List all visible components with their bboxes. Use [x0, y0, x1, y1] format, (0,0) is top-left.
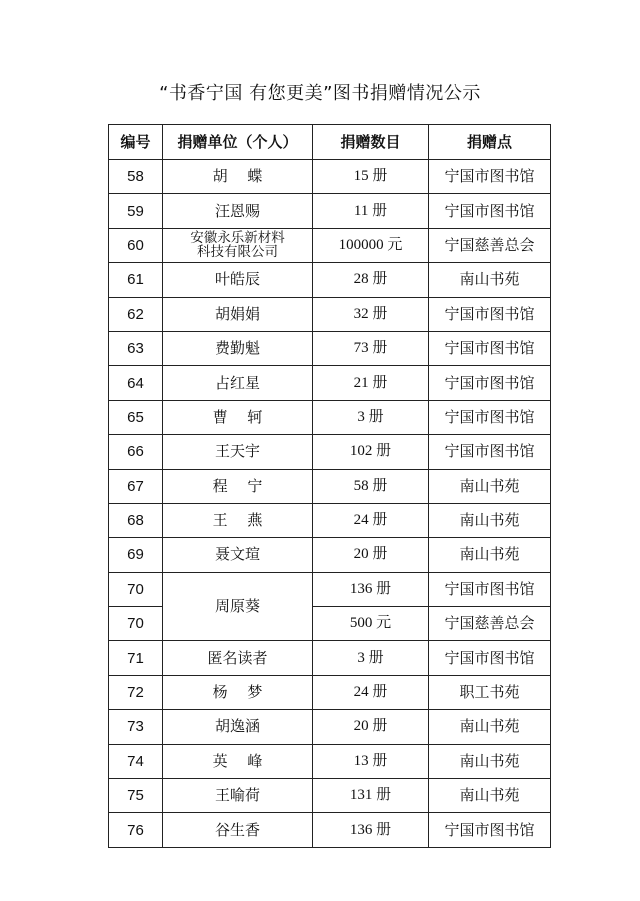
cell-place: 宁国市图书馆 — [429, 194, 551, 228]
cell-no: 73 — [109, 710, 163, 744]
table-row — [109, 366, 551, 400]
cell-amount: 136 册 — [313, 813, 429, 847]
cell-no: 60 — [109, 228, 163, 262]
cell-no: 67 — [109, 469, 163, 503]
page-title: “书香宁国 有您更美”图书捐赠情况公示 — [159, 83, 481, 104]
cell-no: 58 — [109, 160, 163, 194]
cell-donor: 胡 蝶 — [163, 160, 313, 194]
cell-no: 62 — [109, 297, 163, 331]
cell-place: 宁国市图书馆 — [429, 160, 551, 194]
table-row — [109, 160, 551, 194]
cell-no: 74 — [109, 744, 163, 778]
table-row — [109, 503, 551, 537]
table-row — [109, 194, 551, 228]
table-row — [109, 710, 551, 744]
cell-donor: 英 峰 — [163, 744, 313, 778]
cell-place: 南山书苑 — [429, 744, 551, 778]
cell-amount: 13 册 — [313, 744, 429, 778]
table-row — [109, 813, 551, 847]
header-place: 捐赠点 — [429, 125, 551, 160]
cell-amount: 20 册 — [313, 710, 429, 744]
cell-amount: 21 册 — [313, 366, 429, 400]
table-row — [109, 572, 551, 606]
table-row — [109, 469, 551, 503]
cell-place: 南山书苑 — [429, 710, 551, 744]
cell-place: 宁国市图书馆 — [429, 813, 551, 847]
cell-amount: 24 册 — [313, 675, 429, 709]
cell-place: 南山书苑 — [429, 263, 551, 297]
cell-place: 职工书苑 — [429, 675, 551, 709]
cell-place: 宁国市图书馆 — [429, 641, 551, 675]
cell-donor: 叶皓辰 — [163, 263, 313, 297]
cell-place: 南山书苑 — [429, 469, 551, 503]
cell-no: 63 — [109, 331, 163, 365]
cell-amount: 15 册 — [313, 160, 429, 194]
table-row — [109, 400, 551, 434]
table-row — [109, 435, 551, 469]
cell-no: 65 — [109, 400, 163, 434]
header-amount: 捐赠数目 — [313, 125, 429, 160]
cell-place: 宁国市图书馆 — [429, 331, 551, 365]
cell-amount: 11 册 — [313, 194, 429, 228]
donation-table — [108, 124, 551, 848]
table-row — [109, 779, 551, 813]
cell-place: 宁国市图书馆 — [429, 435, 551, 469]
table-row — [109, 744, 551, 778]
cell-donor: 王 燕 — [163, 503, 313, 537]
cell-donor: 曹 轲 — [163, 400, 313, 434]
cell-place: 宁国市图书馆 — [429, 297, 551, 331]
table-row — [109, 675, 551, 709]
cell-no: 68 — [109, 503, 163, 537]
table-header-row — [109, 125, 551, 160]
cell-no: 59 — [109, 194, 163, 228]
cell-amount: 3 册 — [313, 641, 429, 675]
cell-donor: 周原葵 — [163, 572, 313, 641]
cell-amount: 24 册 — [313, 503, 429, 537]
cell-place: 南山书苑 — [429, 538, 551, 572]
cell-donor: 王天宇 — [163, 435, 313, 469]
cell-place: 南山书苑 — [429, 779, 551, 813]
cell-no: 70 — [109, 607, 163, 641]
table-row — [109, 641, 551, 675]
table-row — [109, 297, 551, 331]
cell-no: 76 — [109, 813, 163, 847]
cell-place: 宁国市图书馆 — [429, 572, 551, 606]
cell-amount: 500 元 — [313, 607, 429, 641]
cell-amount: 73 册 — [313, 331, 429, 365]
cell-donor: 谷生香 — [163, 813, 313, 847]
cell-donor: 胡逸涵 — [163, 710, 313, 744]
table-row — [109, 228, 551, 262]
cell-donor: 程 宁 — [163, 469, 313, 503]
donor-line-2: 科技有限公司 — [197, 244, 278, 261]
cell-place: 宁国慈善总会 — [429, 228, 551, 262]
cell-no: 75 — [109, 779, 163, 813]
cell-place: 宁国市图书馆 — [429, 400, 551, 434]
cell-amount: 58 册 — [313, 469, 429, 503]
cell-donor: 汪恩赐 — [163, 194, 313, 228]
cell-donor: 费勤魁 — [163, 331, 313, 365]
cell-no: 61 — [109, 263, 163, 297]
cell-amount: 32 册 — [313, 297, 429, 331]
cell-no: 69 — [109, 538, 163, 572]
donor-line-1: 安徽永乐新材料 — [190, 230, 285, 247]
cell-donor — [163, 228, 313, 262]
cell-donor: 聂文瑄 — [163, 538, 313, 572]
cell-amount: 3 册 — [313, 400, 429, 434]
cell-donor: 占红星 — [163, 366, 313, 400]
table-row — [109, 263, 551, 297]
cell-place: 宁国市图书馆 — [429, 366, 551, 400]
cell-place: 宁国慈善总会 — [429, 607, 551, 641]
cell-donor: 王喻荷 — [163, 779, 313, 813]
cell-no: 70 — [109, 572, 163, 606]
cell-no: 72 — [109, 675, 163, 709]
cell-amount: 28 册 — [313, 263, 429, 297]
cell-amount: 136 册 — [313, 572, 429, 606]
cell-no: 71 — [109, 641, 163, 675]
cell-amount: 100000 元 — [313, 228, 429, 262]
header-no: 编号 — [109, 125, 163, 160]
header-donor: 捐赠单位（个人） — [163, 125, 313, 160]
cell-place: 南山书苑 — [429, 503, 551, 537]
cell-no: 66 — [109, 435, 163, 469]
cell-amount: 102 册 — [313, 435, 429, 469]
cell-donor: 胡娟娟 — [163, 297, 313, 331]
cell-donor: 杨 梦 — [163, 675, 313, 709]
table-row — [109, 331, 551, 365]
table-row — [109, 538, 551, 572]
cell-amount: 20 册 — [313, 538, 429, 572]
cell-amount: 131 册 — [313, 779, 429, 813]
cell-no: 64 — [109, 366, 163, 400]
cell-donor: 匿名读者 — [163, 641, 313, 675]
